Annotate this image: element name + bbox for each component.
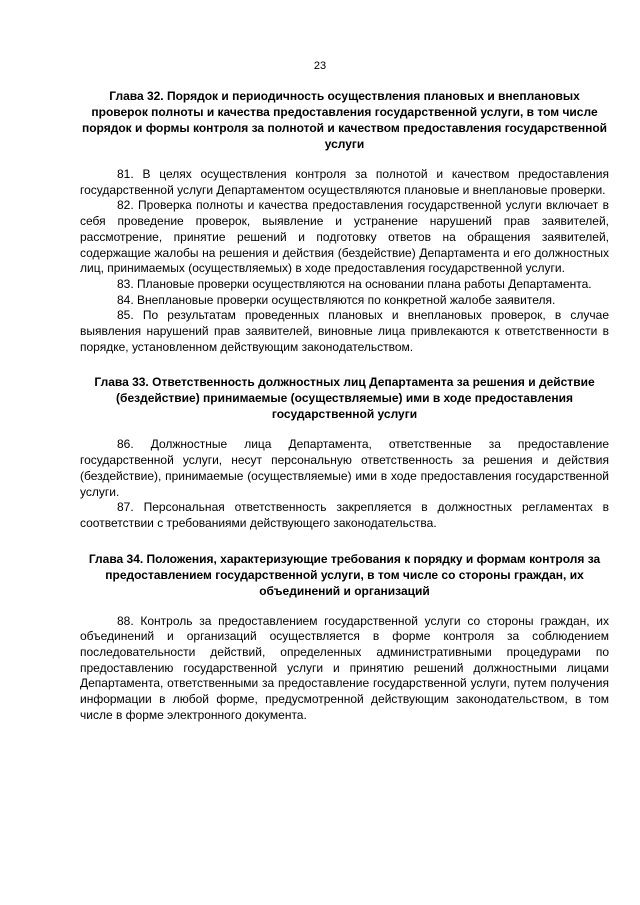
chapter-32 — [80, 88, 609, 355]
chapter-heading: Глава 34. Положения, характеризующие требования к порядку и формам контроля за предоставлением государственной услуги, в том числе со стороны граждан, их объединений и организаций — [88, 551, 601, 598]
chapter-heading: Глава 33. Ответственность должностных лиц Департамента за решения и действие (бездействие) принимаемые (осуществляемые) ими в ходе предоставления государственной услуги — [94, 375, 595, 422]
chapter-heading: Глава 32. Порядок и периодичность осуществления плановых и внеплановых проверок полноты и качества предоставления государственной услуги, в том числе порядок и формы контроля за полнотой и качеством предоставления государственной услуги — [81, 89, 608, 151]
paragraph-83: 83. Плановые проверки осуществляются на основании плана работы Департамента. — [117, 276, 592, 291]
page-number: 23 — [313, 60, 327, 72]
paragraph-86: 86. Должностные лица Департамента, ответственные за предоставление государственной услуги, несут персональную ответственность за решения и действия (бездействие), принимаемые (осуществляемые) ими в ходе предоставления государственной услуги. — [80, 437, 609, 499]
paragraph-84: 84. Внеплановые проверки осуществляются по конкретной жалобе заявителя. — [117, 292, 556, 307]
paragraph-85: 85. По результатам проведенных плановых и внеплановых проверок, в случае выявления нарушений прав заявителей, виновные лица привлекаются к ответственности в порядке, установленном действующим законодательством. — [80, 308, 609, 354]
paragraph-88: 88. Контроль за предоставлением государственной услуги со стороны граждан, их объединений и организаций осуществляется в форме контроля за соблюдением последовательности действий, определенных административными процедурами по предоставлению государственной услуги и принятию решений должностными лицами Департамента, ответственными за предоставление государственной услуги, путем получения информации в любой форме, предусмотренной действующим законодательством, в том числе в форме электронного документа. — [80, 613, 609, 722]
paragraph-81: 81. В целях осуществления контроля за полнотой и качеством предоставления государственной услуги Департаментом осуществляются плановые и внеплановые проверки. — [80, 167, 609, 197]
chapter-34 — [80, 551, 609, 724]
paragraph-87: 87. Персональная ответственность закрепляется в должностных регламентах в соответствии с требованиями действующего законодательства. — [80, 500, 609, 530]
page-content — [80, 88, 609, 724]
paragraph-82: 82. Проверка полноты и качества предоставления государственной услуги включает в себя проведение проверок, выявление и устранение нарушений прав заявителей, рассмотрение, принятие решений и подготовку ответов на обращения заявителей, содержащие жалобы на решения и действия (бездействие) Департамента и его должностных лиц, принимаемых (осуществляемых) в ходе предоставления государственной услуги. — [80, 198, 609, 276]
chapter-33 — [80, 374, 609, 531]
